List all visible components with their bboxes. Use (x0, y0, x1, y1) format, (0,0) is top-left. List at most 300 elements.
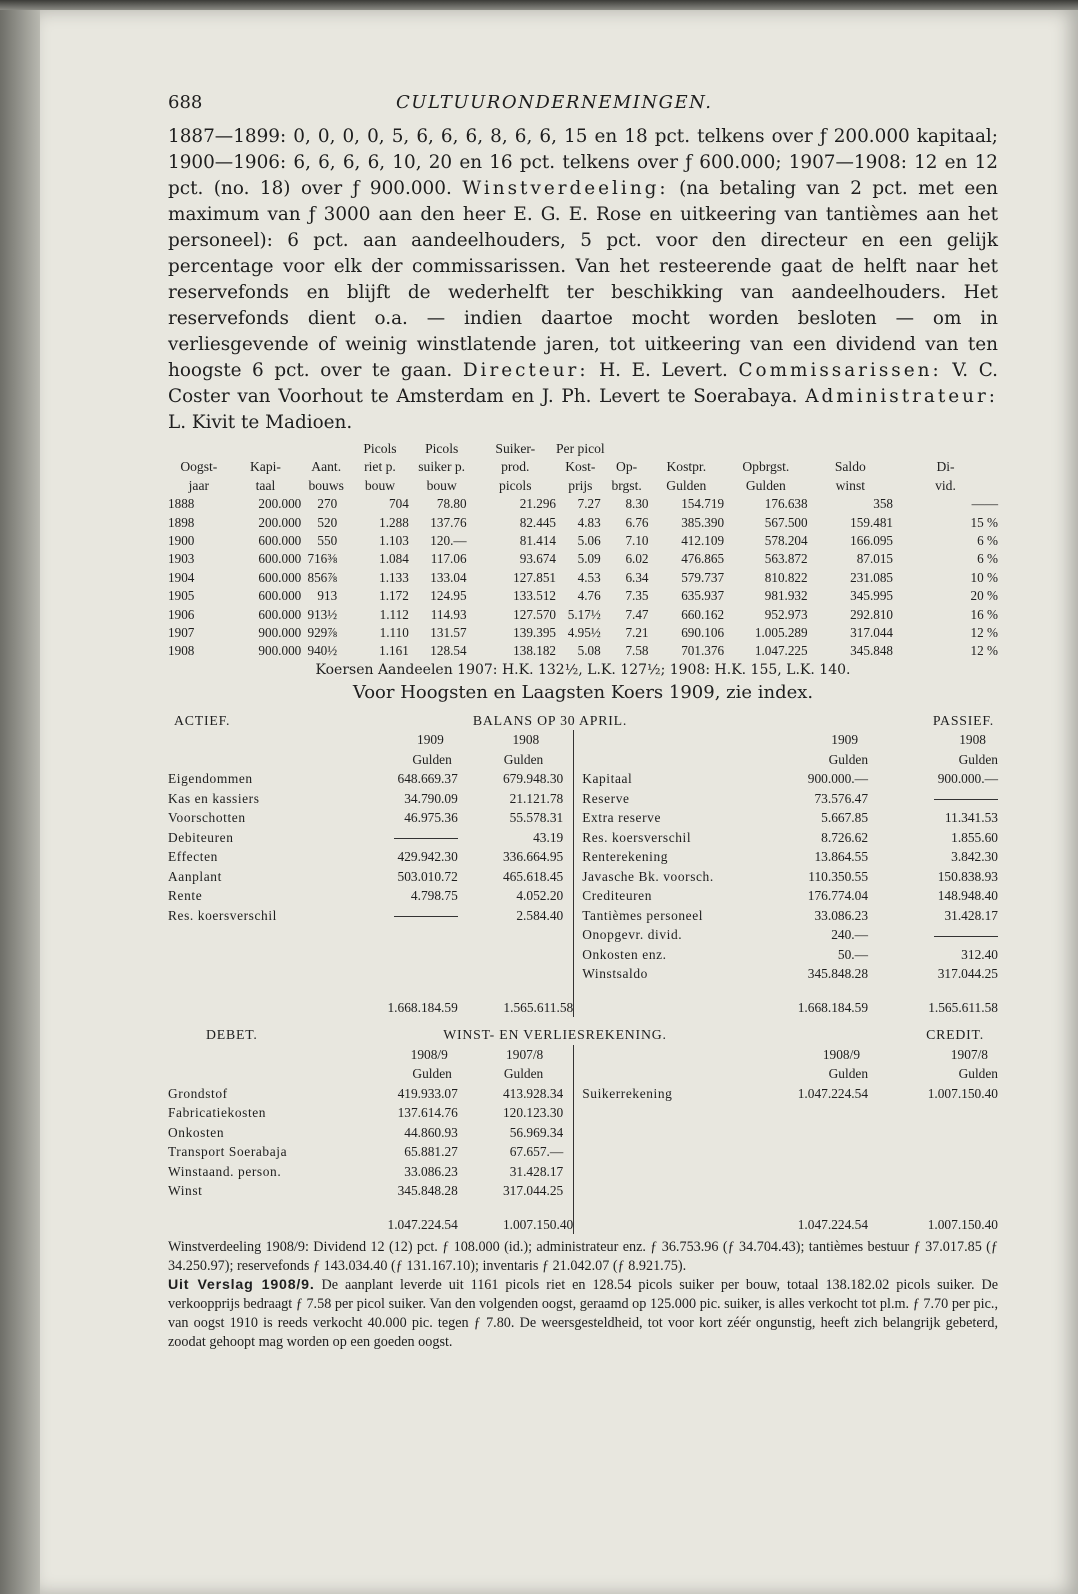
value-cell: 1.007.150.40 (927, 1085, 998, 1101)
table-cell: 133.04 (430, 569, 467, 585)
table-cell: 231.085 (850, 569, 894, 585)
value-cell: 44.860.93 (404, 1124, 458, 1140)
unit-label: Gulden (828, 1066, 869, 1082)
table-row (168, 550, 998, 568)
total-value: 1.007.150.40 (927, 1216, 998, 1232)
column-header (605, 440, 649, 458)
column-header: suiker p. (418, 459, 466, 475)
total-value: 1.668.184.59 (797, 999, 869, 1015)
table-cell: 704 (389, 496, 409, 512)
production-table-header (168, 440, 998, 495)
table-cell: 5.09 (577, 551, 601, 567)
column-header: Opbrgst. (742, 459, 790, 475)
page-top-edge (0, 0, 1078, 10)
table-row (168, 867, 998, 887)
value-cell: 648.669.37 (397, 771, 458, 787)
table-cell: 154.719 (681, 496, 725, 512)
value-cell (868, 1103, 998, 1123)
value-cell (868, 1123, 998, 1143)
table-cell: 913½ (307, 606, 338, 622)
column-divider (574, 1181, 582, 1201)
table-cell: 5.17½ (567, 606, 601, 622)
row-label (168, 945, 358, 965)
column-header: prijs (568, 477, 593, 493)
row-label: Effecten (168, 849, 218, 865)
value-cell: 4.798.75 (410, 888, 458, 904)
table-row (168, 847, 998, 867)
year: 1909 (417, 732, 444, 748)
value-cell: 503.010.72 (397, 868, 458, 884)
column-header: picols (499, 477, 532, 493)
value-cell (358, 828, 458, 848)
table-cell: 128.54 (430, 643, 467, 659)
winst-title-row (168, 1025, 998, 1045)
table-row (168, 495, 998, 513)
table-cell: 900.000 (258, 643, 302, 659)
value-cell: 31.428.17 (509, 1163, 564, 1179)
column-header: Oogst- (180, 459, 218, 475)
table-row (168, 769, 998, 789)
column-divider (574, 1084, 582, 1104)
table-cell: —— (971, 496, 998, 512)
table-cell: 635.937 (681, 588, 725, 604)
table-cell: 1.103 (379, 533, 409, 549)
winst-unit-row (168, 1064, 998, 1084)
column-divider (574, 964, 582, 984)
table-cell: 1.133 (379, 569, 409, 585)
credit-title: CREDIT. (926, 1027, 984, 1043)
column-header: bouw (364, 477, 396, 493)
commissarissen-text: V. C. Coster van Voorhout te Amsterdam en J. Ph. Levert te Soerabaya. (168, 360, 999, 407)
column-header: winst (835, 477, 866, 493)
unit-label: Gulden (503, 1066, 544, 1082)
production-header-row (168, 440, 998, 458)
table-cell: 520 (317, 514, 338, 530)
row-label (582, 1162, 782, 1182)
table-cell: 137.76 (430, 514, 467, 530)
balans-year-row (168, 730, 998, 750)
value-cell (868, 925, 998, 945)
table-cell: 4.95½ (567, 625, 601, 641)
column-divider (574, 847, 582, 867)
production-header-row (168, 477, 998, 495)
table-cell: 124.95 (430, 588, 467, 604)
table-cell: 345.995 (850, 588, 894, 604)
year: 1908 (512, 732, 540, 748)
value-cell: 240.— (831, 927, 869, 943)
table-cell: 1.172 (379, 588, 409, 604)
table-cell: 15 % (970, 514, 998, 530)
value-cell: 336.664.95 (502, 849, 564, 865)
winstverdeeling-text: (na betaling van 2 pct. met een maximum van ƒ 3000 aan den heer E. G. E. Rose en uitkeering van tantièmes aan het personeel): 6 pct. aan aandeelhouders, 5 pct. voor den directeur en een gelijk percentage voor elk der commissarissen. Van het resteerende gaat de helft naar het reservefonds en blijft de wederhelft ter beschikking van aandeelhouders. Het reservefonds dient o.a. — indien daartoe mocht worden besloten — om in verliesgevende of weinig winstlatende jaren, tot uitkeering van een dividend van ten hoogste 6 pct. over te gaan. (168, 178, 999, 381)
value-cell: 429.942.30 (397, 849, 458, 865)
table-row (168, 808, 998, 828)
column-header (893, 440, 998, 458)
value-cell: 3.842.30 (951, 849, 998, 865)
table-cell: 200.000 (258, 514, 302, 530)
column-header: jaar (188, 477, 210, 493)
column-header (230, 440, 302, 458)
table-cell: 1904 (168, 569, 195, 585)
table-cell: 133.512 (513, 588, 556, 604)
administrateur-text: L. Kivit te Madioen. (168, 412, 353, 433)
unit-label: Gulden (412, 1066, 452, 1082)
value-cell (868, 1142, 998, 1162)
table-row (168, 1103, 998, 1123)
page-header (168, 84, 998, 124)
row-label: Grondstof (168, 1085, 228, 1101)
label-commissarissen: Commissarissen: (738, 360, 942, 381)
label-administrateur: Administrateur: (805, 386, 998, 407)
column-divider (574, 1162, 582, 1182)
table-row (168, 606, 998, 624)
verslag-label: Uit Verslag 1908/9. (168, 1277, 315, 1294)
table-cell: 690.106 (681, 625, 725, 641)
value-cell: 33.086.23 (404, 1163, 458, 1179)
value-cell: 317.044.25 (502, 1183, 564, 1199)
table-cell: 6 % (977, 551, 998, 567)
value-cell: 2.584.40 (516, 907, 564, 923)
value-cell: 312.40 (961, 946, 998, 962)
table-cell: 385.390 (681, 514, 725, 530)
value-cell: 65.881.27 (404, 1144, 458, 1160)
table-cell: 1.161 (379, 643, 409, 659)
unit-label: Gulden (958, 1066, 998, 1082)
table-cell: 10 % (970, 569, 998, 585)
table-cell: 600.000 (258, 533, 302, 549)
table-cell: 6.34 (625, 569, 649, 585)
row-label: Fabricatiekosten (168, 1105, 267, 1121)
table-cell: 1898 (168, 514, 195, 530)
total-value: 1.668.184.59 (387, 999, 458, 1015)
table-cell: 8.30 (625, 496, 649, 512)
table-cell: 476.865 (681, 551, 725, 567)
row-label: Kapitaal (582, 771, 633, 787)
value-cell: 345.848.28 (807, 966, 869, 982)
value-cell (358, 925, 458, 945)
value-cell: 317.044.25 (937, 966, 998, 982)
value-cell (868, 1162, 998, 1182)
value-cell: 110.350.55 (808, 868, 869, 884)
table-cell: 412.109 (681, 533, 725, 549)
year: 1908/9 (822, 1046, 861, 1062)
column-header: Picols (425, 441, 459, 456)
balans-unit-row (168, 750, 998, 770)
column-header (168, 440, 230, 458)
table-cell: 200.000 (258, 496, 302, 512)
value-cell: 8.726.62 (821, 829, 869, 845)
year: 1909 (831, 732, 859, 748)
value-cell: 50.— (837, 946, 869, 962)
table-row (168, 925, 998, 945)
column-divider (574, 808, 582, 828)
column-header: Kost- (565, 459, 596, 475)
table-cell: 981.932 (764, 588, 808, 604)
table-cell: 4.53 (577, 569, 601, 585)
column-header: Gulden (745, 477, 786, 493)
column-header: Per picol (556, 441, 605, 456)
column-header (724, 440, 808, 458)
table-cell: 120.— (430, 533, 467, 549)
table-cell: 87.015 (856, 551, 894, 567)
balans-total-row (168, 984, 998, 1018)
table-cell: 5.06 (577, 533, 601, 549)
total-value: 1.047.224.54 (797, 1216, 869, 1232)
production-table (168, 440, 998, 661)
table-cell: 131.57 (430, 625, 467, 641)
table-cell: 16 % (970, 606, 998, 622)
table-cell: 1908 (168, 643, 195, 659)
value-cell (868, 789, 998, 809)
row-label: Onkosten enz. (582, 946, 667, 962)
winst-table (168, 1025, 998, 1234)
table-cell: 4.83 (577, 514, 601, 530)
total-value: 1.565.611.58 (928, 999, 998, 1015)
row-label: Reserve (582, 790, 630, 806)
table-cell: 7.10 (625, 533, 649, 549)
row-label (168, 925, 358, 945)
row-label: Extra reserve (582, 810, 662, 826)
table-cell: 6.76 (625, 514, 649, 530)
column-divider (574, 867, 582, 887)
table-row (168, 906, 998, 926)
row-label: Voorschotten (168, 810, 246, 826)
table-cell: 127.851 (513, 569, 556, 585)
verslag-text: De aanplant leverde uit 1161 picols riet en 128.54 picols suiker per bouw, totaal 138.182.02 picols suiker. De verkoopprijs bedraagt ƒ 7.58 per picol suiker. Van den volgenden oogst, geraamd op 125.000 pic. suiker, is alles verkocht tot pl.m. ƒ 7.70 per pic., van oogst 1910 is reeds verkocht 40.000 pic. tegen ƒ 7.80. De weersgesteldheid, tot voor kort zéér ongunstig, heeft zich belangrijk gebeterd, zoodat gehoopt mag worden op een goeden oogst. (168, 1277, 998, 1351)
table-cell: 1903 (168, 551, 195, 567)
total-value: 1.007.150.40 (502, 1216, 574, 1232)
column-header: Kostpr. (666, 459, 707, 475)
table-cell: 716⅜ (307, 551, 338, 567)
column-header: vid. (935, 477, 956, 493)
dividend-history: 1887—1899: 0, 0, 0, 0, 5, 6, 6, 6, 8, 6, 6, 15 en 18 pct. telkens over ƒ 200.000 kapitaal; 1900—1906: 6, 6, 6, 6, 10, 20 en 16 pct. telkens over ƒ 600.000; 1907—1908: 12 en 12 pct. (no. 18) over ƒ 900.000. (168, 126, 998, 199)
table-cell: 563.872 (764, 551, 808, 567)
unit-label: Gulden (828, 751, 869, 767)
table-row (168, 532, 998, 550)
winst-year-row (168, 1045, 998, 1065)
value-cell: 55.578.31 (509, 810, 564, 826)
row-label: Onkosten (168, 1124, 225, 1140)
column-header: bouw (426, 477, 457, 493)
table-cell: 913 (317, 588, 338, 604)
table-cell: 550 (317, 533, 338, 549)
column-header: Kapi- (249, 459, 281, 475)
value-cell: 43.19 (533, 829, 564, 845)
unit-label: Gulden (958, 751, 998, 767)
column-header: riet p. (364, 459, 396, 475)
table-cell: 345.848 (850, 643, 894, 659)
column-header: taal (255, 477, 276, 493)
value-cell (458, 964, 574, 984)
table-cell: 6 % (977, 533, 998, 549)
table-row (168, 1181, 998, 1201)
column-divider (574, 1142, 582, 1162)
table-cell: 127.570 (513, 606, 556, 622)
dash-line (394, 838, 458, 839)
verslag-note (168, 1276, 998, 1352)
table-row (168, 945, 998, 965)
table-cell: 952.973 (764, 606, 808, 622)
column-header (649, 440, 725, 458)
table-cell: 600.000 (258, 606, 302, 622)
table-cell: 6.02 (625, 551, 649, 567)
description-paragraph (168, 124, 998, 436)
table-row (168, 964, 998, 984)
table-cell: 900.000 (258, 625, 302, 641)
table-row (168, 1162, 998, 1182)
table-cell: 7.27 (577, 496, 601, 512)
table-row (168, 514, 998, 532)
table-cell: 856⅞ (307, 569, 338, 585)
row-label (582, 1103, 782, 1123)
value-cell (782, 1142, 868, 1162)
balans-body (168, 769, 998, 984)
row-label (582, 1181, 782, 1201)
value-cell (782, 1103, 868, 1123)
table-cell: 117.06 (430, 551, 467, 567)
value-cell (782, 1162, 868, 1182)
table-cell: 701.376 (681, 643, 725, 659)
row-label: Tantièmes personeel (582, 907, 704, 923)
table-cell: 4.76 (577, 588, 601, 604)
column-header: brgst. (611, 477, 642, 493)
value-cell (782, 1123, 868, 1143)
table-cell: 1.112 (379, 606, 409, 622)
value-cell (358, 906, 458, 926)
label-winstverdeeling: Winstverdeeling: (462, 178, 669, 199)
column-header: prod. (501, 459, 530, 475)
value-cell: 900.000.— (937, 771, 998, 787)
table-cell: 78.80 (436, 496, 467, 512)
table-cell: 7.35 (625, 588, 649, 604)
value-cell: 150.838.93 (937, 868, 998, 884)
koersen-1909-line: Voor Hoogsten en Laagsten Koers 1909, zie index. (352, 681, 814, 703)
table-row (168, 828, 998, 848)
value-cell: 137.614.76 (397, 1105, 458, 1121)
balans-title-row (168, 711, 998, 731)
column-divider (574, 906, 582, 926)
table-cell: 270 (317, 496, 338, 512)
table-cell: 1888 (168, 496, 195, 512)
year: 1907/8 (950, 1046, 988, 1062)
table-cell: 21.296 (519, 496, 556, 512)
value-cell: 1.047.224.54 (797, 1085, 869, 1101)
table-cell: 82.445 (519, 514, 556, 530)
page-number: 688 (168, 92, 203, 113)
table-cell: 1.084 (379, 551, 409, 567)
value-cell: 413.928.34 (502, 1085, 564, 1101)
row-label: Debiteuren (168, 829, 234, 845)
value-cell (458, 925, 574, 945)
value-cell: 13.864.55 (814, 849, 869, 865)
production-header-row (168, 458, 998, 476)
koersen-line: Koersen Aandeelen 1907: H.K. 132½, L.K. 127½; 1908: H.K. 155, L.K. 140. (315, 661, 851, 678)
winst-total-row (168, 1201, 998, 1235)
row-label: Winstsaldo (582, 966, 648, 982)
table-cell: 20 % (970, 588, 998, 604)
value-cell: 176.774.04 (807, 888, 869, 904)
value-cell: 148.948.40 (937, 888, 998, 904)
total-value: 1.047.224.54 (387, 1216, 458, 1232)
row-label (582, 1142, 782, 1162)
value-cell (458, 945, 574, 965)
value-cell: 120.123.30 (502, 1105, 564, 1121)
value-cell (358, 945, 458, 965)
passief-title: PASSIEF. (932, 712, 994, 728)
column-divider (574, 1103, 582, 1123)
value-cell: 5.667.85 (821, 810, 869, 826)
row-label: Kas en kassiers (168, 790, 260, 806)
row-label: Res. koersverschil (168, 907, 277, 923)
row-label: Transport Soerabaja (168, 1144, 288, 1160)
value-cell: 31.428.17 (944, 907, 998, 923)
unit-label: Gulden (412, 751, 452, 767)
row-label (582, 1123, 782, 1143)
table-cell: 940½ (307, 643, 338, 659)
value-cell: 900.000.— (807, 771, 869, 787)
column-header: Gulden (666, 477, 707, 493)
row-label: Javasche Bk. voorsch. (582, 868, 714, 884)
table-cell: 1906 (168, 606, 195, 622)
table-cell: 292.810 (850, 606, 894, 622)
row-label: Renterekening (582, 849, 669, 865)
book-spine-shadow (0, 0, 40, 1594)
table-row (168, 789, 998, 809)
year: 1908 (959, 732, 986, 748)
column-divider (574, 945, 582, 965)
row-label: Aanplant (168, 868, 222, 884)
table-cell: 5.08 (577, 643, 601, 659)
value-cell: 56.969.34 (509, 1124, 564, 1140)
value-cell: 33.086.23 (814, 907, 869, 923)
table-cell: 929⅞ (307, 625, 338, 641)
table-cell: 139.395 (513, 625, 556, 641)
column-header (301, 440, 351, 458)
value-cell: 46.975.36 (404, 810, 458, 826)
table-cell: 317.044 (850, 625, 894, 641)
table-cell: 12 % (970, 643, 998, 659)
unit-label: Gulden (503, 751, 544, 767)
column-divider (574, 886, 582, 906)
table-cell: 578.204 (764, 533, 808, 549)
row-label: Winst (168, 1183, 203, 1199)
table-cell: 600.000 (258, 588, 302, 604)
value-cell: 679.948.30 (502, 771, 564, 787)
value-cell: 11.341.53 (944, 810, 998, 826)
row-label: Suikerrekening (582, 1085, 673, 1101)
table-row (168, 587, 998, 605)
row-label: Eigendommen (168, 771, 253, 787)
column-header (808, 440, 893, 458)
column-header: Op- (616, 459, 638, 475)
table-cell: 166.095 (850, 533, 894, 549)
actief-title: ACTIEF. (174, 712, 231, 728)
column-header: bouws (308, 477, 344, 493)
column-divider (574, 828, 582, 848)
value-cell (782, 1181, 868, 1201)
row-label: Winstaand. person. (168, 1163, 282, 1179)
table-cell: 159.481 (850, 514, 894, 530)
company-description (168, 124, 998, 436)
value-cell (868, 1181, 998, 1201)
row-label: Res. koersverschil (582, 829, 692, 845)
winst-body (168, 1084, 998, 1201)
table-row (168, 1142, 998, 1162)
row-label: Onopgevr. divid. (582, 927, 683, 943)
column-header: Saldo (834, 459, 866, 475)
value-cell: 34.790.09 (404, 790, 458, 806)
debet-title: DEBET. (206, 1027, 258, 1043)
